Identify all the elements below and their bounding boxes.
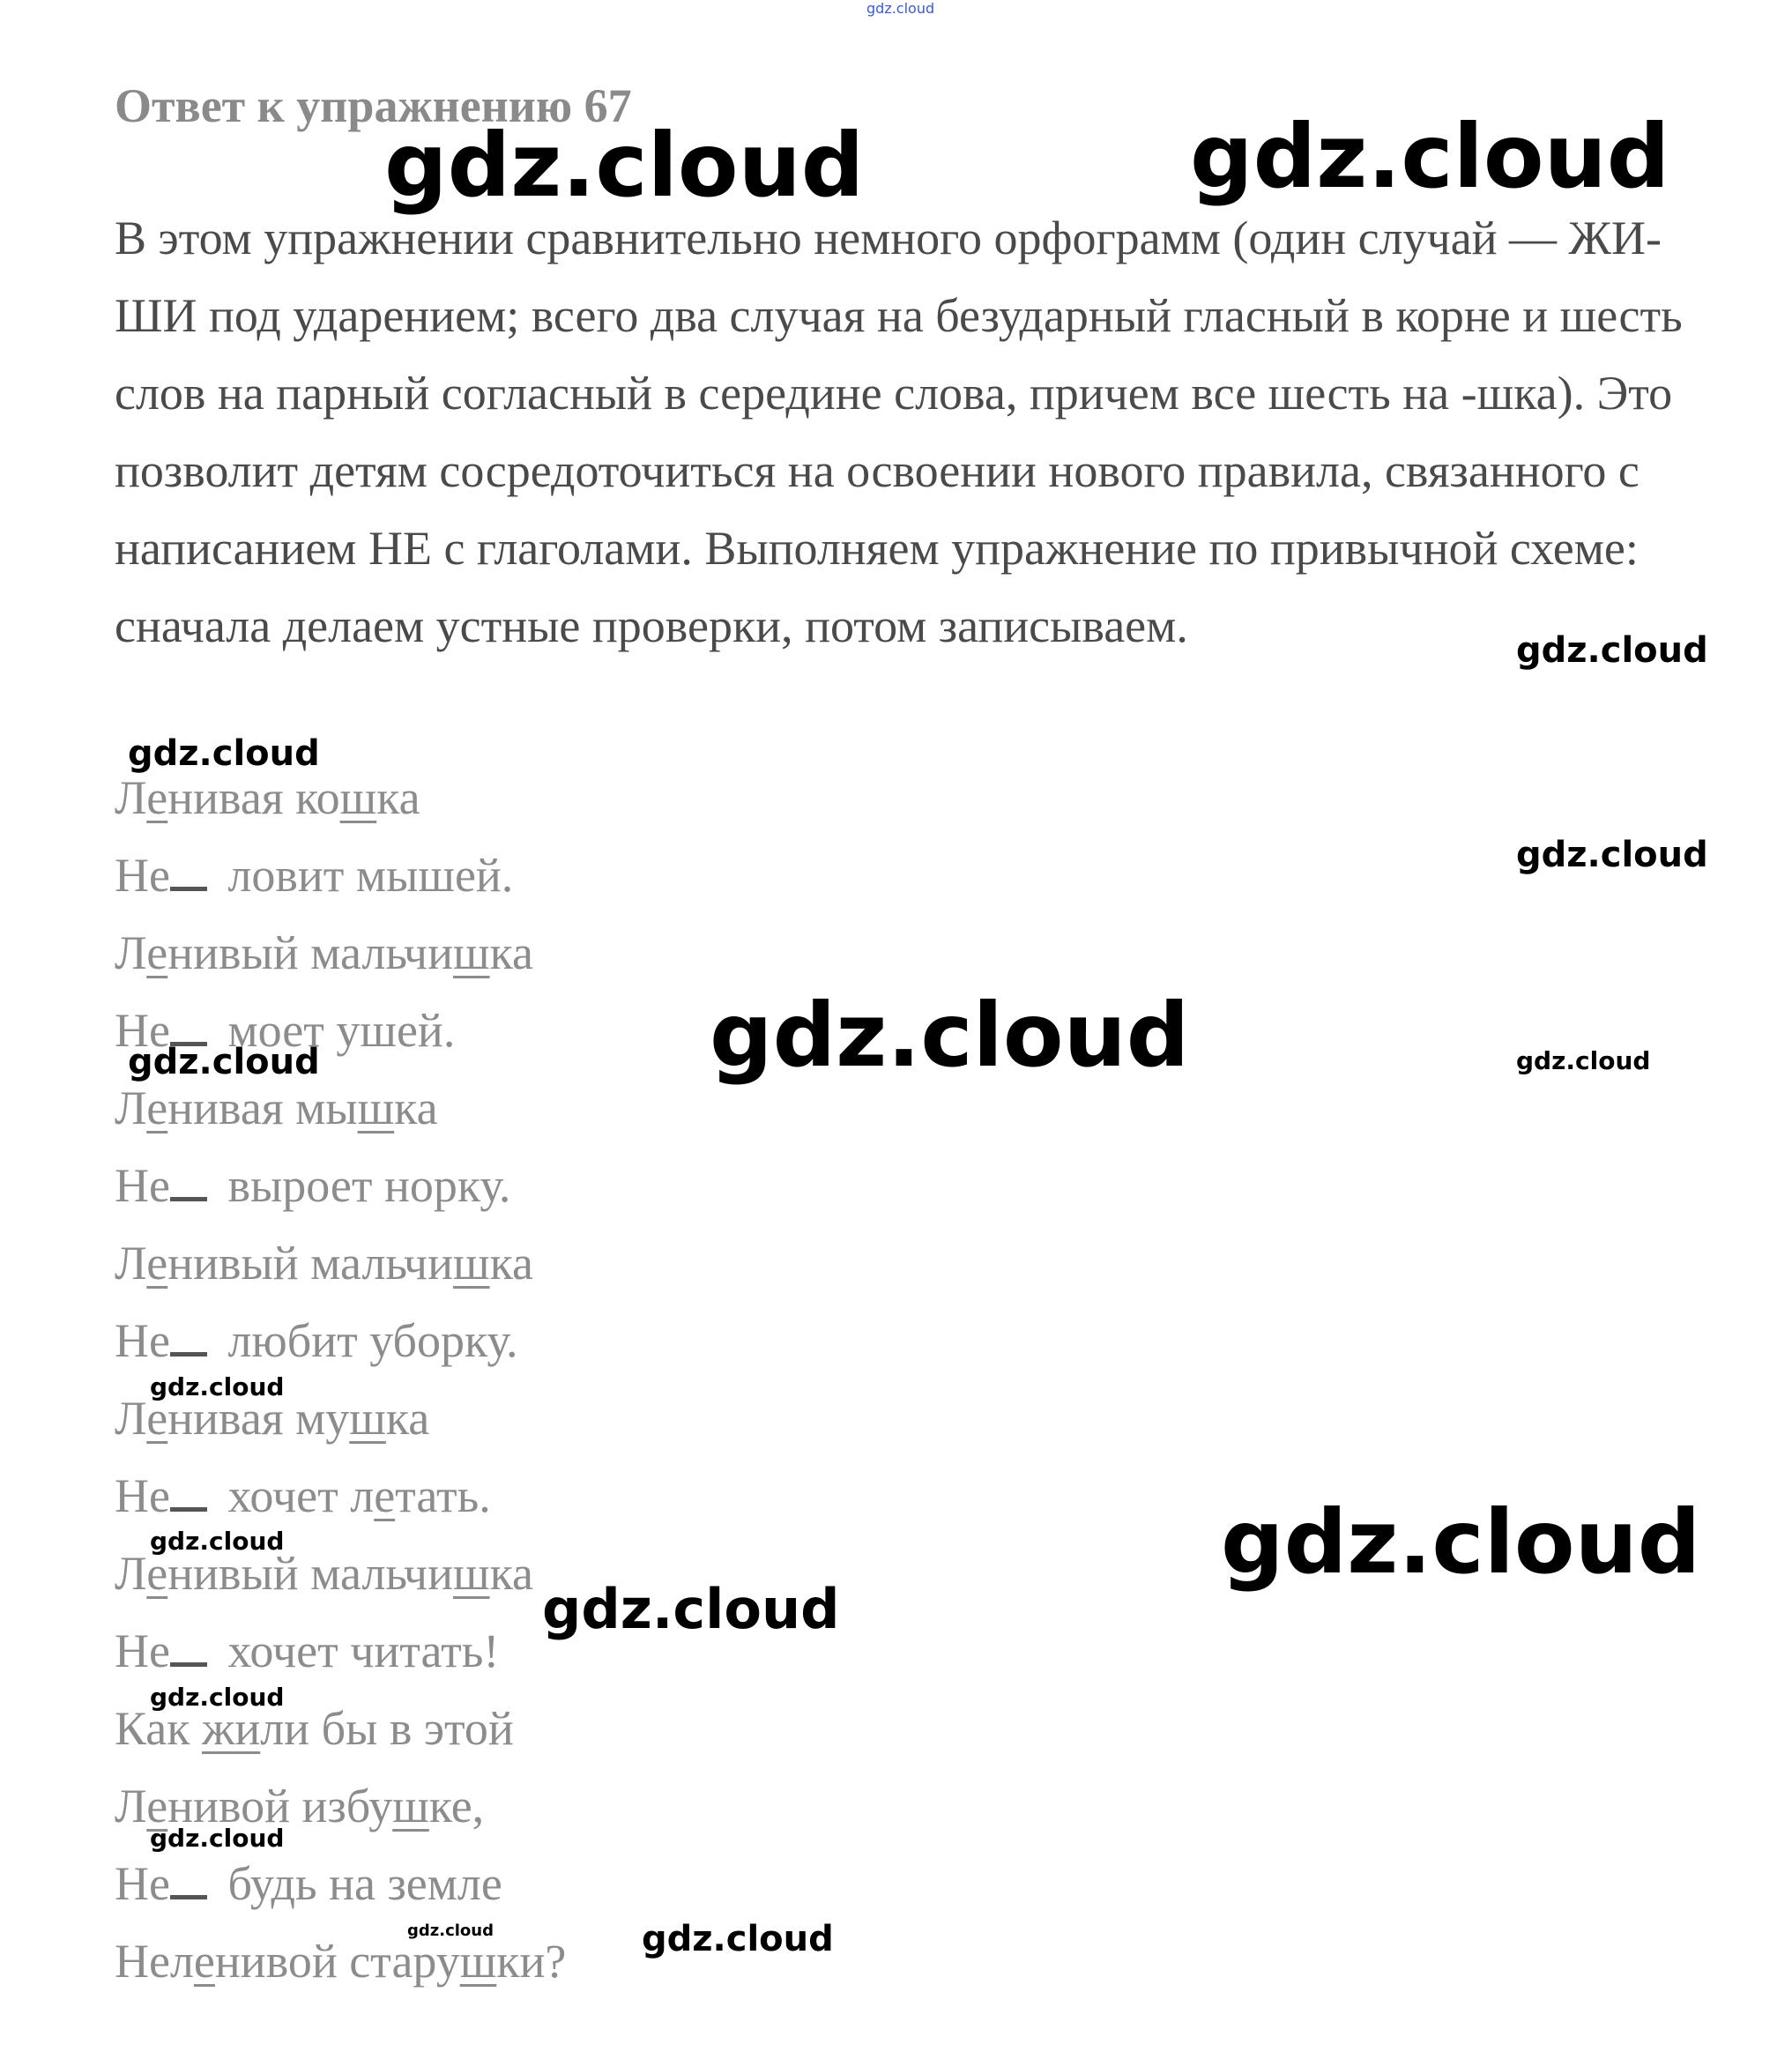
poem-text: хочет л <box>215 1469 375 1522</box>
watermark: gdz.cloud <box>542 1577 840 1641</box>
poem-text: моет ушей. <box>215 1004 456 1057</box>
poem-text: нивой стару <box>214 1935 460 1988</box>
poem-text: нивый мальчи <box>167 1547 453 1600</box>
poem-text: Л <box>115 771 147 824</box>
poem-text: выроет норку. <box>215 1159 511 1212</box>
poem-text: Л <box>115 1780 147 1832</box>
poem-text: тать. <box>395 1469 491 1522</box>
poem-text: нивая му <box>167 1392 350 1445</box>
watermark: gdz.cloud <box>1190 105 1670 208</box>
answer-blank <box>170 851 207 891</box>
orthogram-mark: е <box>146 1237 168 1290</box>
poem-text: ка <box>489 1547 533 1600</box>
poem-text: Не <box>115 1469 170 1522</box>
poem-text: ки? <box>496 1935 567 1988</box>
watermark: gdz.cloud <box>710 984 1190 1087</box>
watermark: gdz.cloud <box>150 1824 285 1853</box>
poem-line <box>115 1079 566 1156</box>
watermark: gdz.cloud <box>128 1042 320 1082</box>
orthogram-mark: ш <box>339 771 377 824</box>
orthogram-mark: е <box>146 1392 168 1445</box>
poem-text: хочет читать! <box>215 1624 500 1677</box>
poem-line <box>115 1156 566 1234</box>
answer-blank <box>170 1860 207 1899</box>
watermark: gdz.cloud <box>384 114 865 217</box>
orthogram-mark: е <box>146 1780 168 1832</box>
answer-blank <box>170 1472 207 1512</box>
answer-blank <box>170 1317 207 1357</box>
orthogram-mark: е <box>146 1547 168 1600</box>
watermark: gdz.cloud <box>150 1527 285 1556</box>
poem-text: Л <box>115 1237 147 1290</box>
answer-blank <box>170 1007 207 1046</box>
poem-line <box>115 1234 566 1312</box>
orthogram-mark: е <box>193 1935 215 1988</box>
poem-text: Не <box>115 1624 170 1677</box>
poem-text: Не <box>115 1857 170 1910</box>
poem-text: Л <box>115 1547 147 1600</box>
poem-text: Л <box>115 1392 147 1445</box>
poem-line <box>115 846 566 924</box>
orthogram-mark: жи <box>202 1702 261 1755</box>
poem-line <box>115 924 566 1001</box>
watermark: gdz.cloud <box>866 0 935 17</box>
intro-paragraph: В этом упражнении сравнительно немного орфограмм (один случай — ЖИ-ШИ под ударением; всего два случая на безударный гласный в корне и шесть слов на парный согласный в середине слова, причем все шесть на -шка). Это позволит детям сосредоточиться на освоении нового правила, связанного с написанием НЕ с глаголами. Выполняем упражнение по привычной схеме: сначала делаем устные проверки, потом записываем. <box>115 212 1683 652</box>
watermark: gdz.cloud <box>150 1372 285 1401</box>
poem-text: Как <box>115 1702 203 1755</box>
poem-text: нивый мальчи <box>167 926 453 979</box>
exercise-heading: Ответ к упражнению 67 <box>115 79 632 132</box>
poem-text: ли бы в этой <box>260 1702 514 1755</box>
orthogram-mark: е <box>146 1082 168 1134</box>
poem-text: нивый мальчи <box>167 1237 453 1290</box>
poem-text: Л <box>115 926 147 979</box>
orthogram-mark: ш <box>452 1547 490 1600</box>
orthogram-mark: е <box>146 771 168 824</box>
orthogram-mark: е <box>146 926 168 979</box>
poem-text: ка <box>489 926 533 979</box>
watermark: gdz.cloud <box>1516 1046 1651 1075</box>
orthogram-mark: ш <box>452 1237 490 1290</box>
poem-text: Л <box>115 1082 147 1134</box>
answer-blank <box>170 1162 207 1201</box>
poem-text: Не <box>115 849 170 902</box>
watermark: gdz.cloud <box>1221 1490 1701 1594</box>
poem-line <box>115 769 566 846</box>
poem-text: ловит мышей. <box>215 849 514 902</box>
poem-text: Не <box>115 1004 170 1057</box>
watermark: gdz.cloud <box>1516 630 1708 671</box>
poem-line <box>115 1544 566 1622</box>
poem-text: ка <box>376 771 420 824</box>
orthogram-mark: ш <box>459 1935 497 1988</box>
watermark: gdz.cloud <box>1516 835 1708 875</box>
poem-text: ка <box>489 1237 533 1290</box>
poem-line <box>115 1855 566 1932</box>
orthogram-mark: ш <box>452 926 490 979</box>
poem-text: Не <box>115 1314 170 1367</box>
watermark: gdz.cloud <box>407 1921 494 1940</box>
orthogram-mark: ш <box>357 1082 395 1134</box>
poem-line <box>115 1932 566 2010</box>
poem-text: нивая мы <box>167 1082 358 1134</box>
poem-text: любит уборку. <box>215 1314 518 1367</box>
poem-text: нивая ко <box>167 771 340 824</box>
orthogram-mark: е <box>374 1469 396 1522</box>
poem-text: ка <box>394 1082 438 1134</box>
orthogram-mark: ш <box>392 1780 429 1832</box>
poem-text: Нел <box>115 1935 194 1988</box>
poem-text: ка <box>385 1392 430 1445</box>
orthogram-mark: ш <box>349 1392 386 1445</box>
poem-text: будь на земле <box>215 1857 502 1910</box>
watermark: gdz.cloud <box>128 733 320 774</box>
watermark: gdz.cloud <box>642 1919 834 1959</box>
watermark: gdz.cloud <box>150 1683 285 1712</box>
poem-text: Не <box>115 1159 170 1212</box>
poem-text: нивой избу <box>167 1780 393 1832</box>
poem-text: ке, <box>428 1780 485 1832</box>
answer-blank <box>170 1627 207 1667</box>
